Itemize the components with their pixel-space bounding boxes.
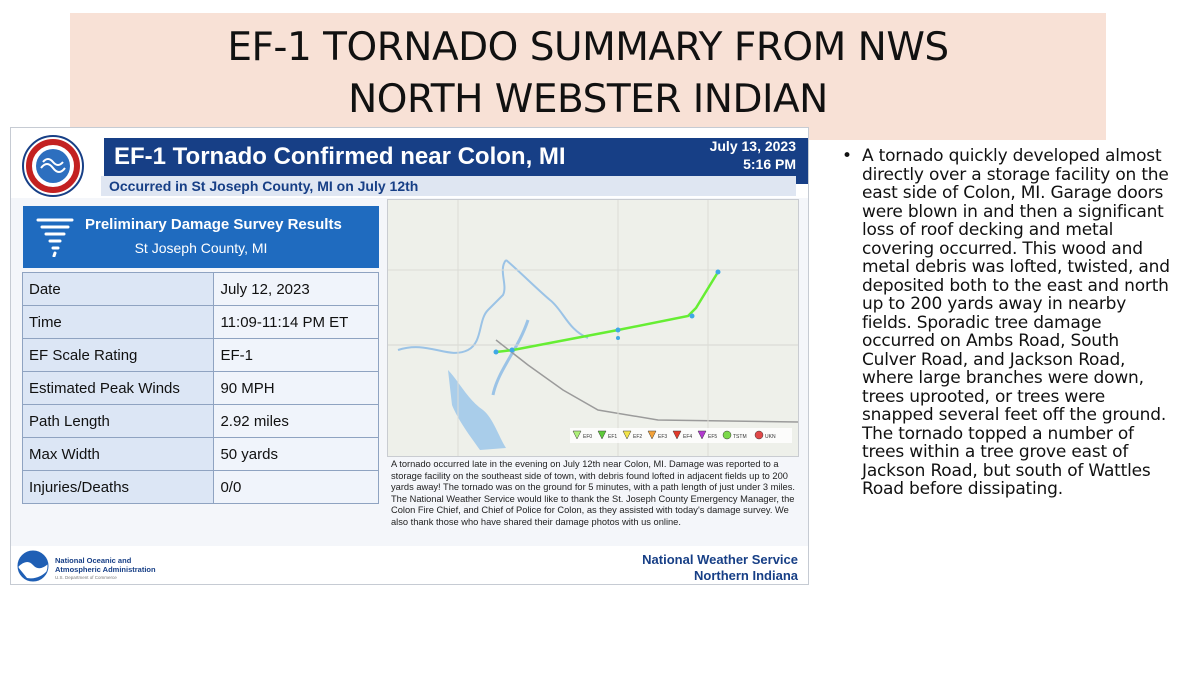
header-time: 5:16 PM: [743, 156, 796, 172]
row-value: EF-1: [214, 339, 379, 372]
graphic-header: [11, 128, 809, 198]
row-value: 2.92 miles: [214, 405, 379, 438]
table-row: [23, 438, 379, 471]
header-date: July 13, 2023: [709, 138, 796, 154]
slide-title: [70, 22, 1106, 126]
row-value: 50 yards: [214, 438, 379, 471]
row-value: 0/0: [214, 471, 379, 504]
row-label: EF Scale Rating: [23, 339, 214, 372]
nws-office-name: [642, 552, 798, 584]
nws-summary-graphic: [10, 127, 809, 585]
legend-ef5: EF5: [708, 434, 718, 440]
bullet-list: [842, 147, 1174, 499]
legend-ukn: UKN: [765, 434, 776, 440]
map-legend: [570, 428, 792, 443]
survey-table: [22, 272, 379, 504]
header-datetime: [710, 137, 796, 173]
slide-title-line-1: EF-1 TORNADO SUMMARY FROM NWS: [227, 25, 949, 70]
noaa-logo-icon: [17, 550, 49, 582]
row-label: Path Length: [23, 405, 214, 438]
legend-ef1: EF1: [608, 434, 618, 440]
row-value: 11:09-11:14 PM ET: [214, 306, 379, 339]
table-row: [23, 273, 379, 306]
row-label: Injuries/Deaths: [23, 471, 214, 504]
row-value: July 12, 2023: [214, 273, 379, 306]
row-label: Time: [23, 306, 214, 339]
noaa-line-1: National Oceanic and: [55, 556, 132, 565]
footer-line-1: National Weather Service: [642, 552, 798, 567]
legend-ef3: EF3: [658, 434, 668, 440]
footer-line-2: Northern Indiana: [693, 568, 798, 583]
header-title: EF-1 Tornado Confirmed near Colon, MI: [114, 143, 566, 170]
row-label: Max Width: [23, 438, 214, 471]
table-row: [23, 405, 379, 438]
nws-logo-icon: [21, 134, 85, 198]
slide-title-line-2: NORTH WEBSTER INDIAN: [348, 77, 828, 122]
legend-ef2: EF2: [633, 434, 643, 440]
noaa-line-2: Atmospheric Administration: [55, 565, 156, 574]
survey-subtitle: St Joseph County, MI: [134, 240, 268, 256]
graphic-footer: [11, 546, 809, 585]
table-row: [23, 306, 379, 339]
noaa-department: U.S. Department of Commerce: [55, 575, 117, 580]
survey-title: Preliminary Damage Survey Results: [85, 216, 342, 233]
header-subtitle: Occurred in St Joseph County, MI on July 12th: [101, 176, 796, 196]
noaa-name: [55, 556, 156, 574]
table-row: [23, 372, 379, 405]
table-row: [23, 339, 379, 372]
tornado-track-map: [387, 199, 799, 457]
row-label: Estimated Peak Winds: [23, 372, 214, 405]
survey-description: A tornado occurred late in the evening on July 12th near Colon, MI. Damage was reported to a storage facility on the southeast side of town, with debris found lofted in adjacent fields up to 200 yards away! The tornado was on the ground for 5 minutes, with a path length of just under 3 miles. The National Weather Service would like to thank the St. Joseph County Emergency Manager, the Colon Fire Chief, and Chief of Police for Colon, as they assisted with today's damage survey. We also thank those who have shared their damage photos with us online.: [391, 459, 795, 527]
legend-ef4: EF4: [683, 434, 693, 440]
legend-tstm: TSTM: [733, 434, 747, 440]
legend-ef0: EF0: [583, 434, 593, 440]
row-label: Date: [23, 273, 214, 306]
table-row: [23, 471, 379, 504]
survey-results-box: [23, 206, 379, 268]
bullet-marker: •: [842, 146, 853, 166]
bullet-text: A tornado quickly developed almost directly over a storage facility on the east side of Colon, MI. Garage doors were blown in and then a significant loss of roof decking and metal covering occurred. This wood and metal debris was lofted, twisted, and deposited both to the east and north up to 200 yards away in nearby fields. Sporadic tree damage occurred on Ambs Road, South Culver Road, and Jackson Road, where large branches were down, trees uprooted, or trees were snapped several feet off the ground. The tornado topped a number of trees within a tree grove east of Jackson Road, but south of Wattles Road before dissipating.: [862, 146, 1170, 499]
row-value: 90 MPH: [214, 372, 379, 405]
